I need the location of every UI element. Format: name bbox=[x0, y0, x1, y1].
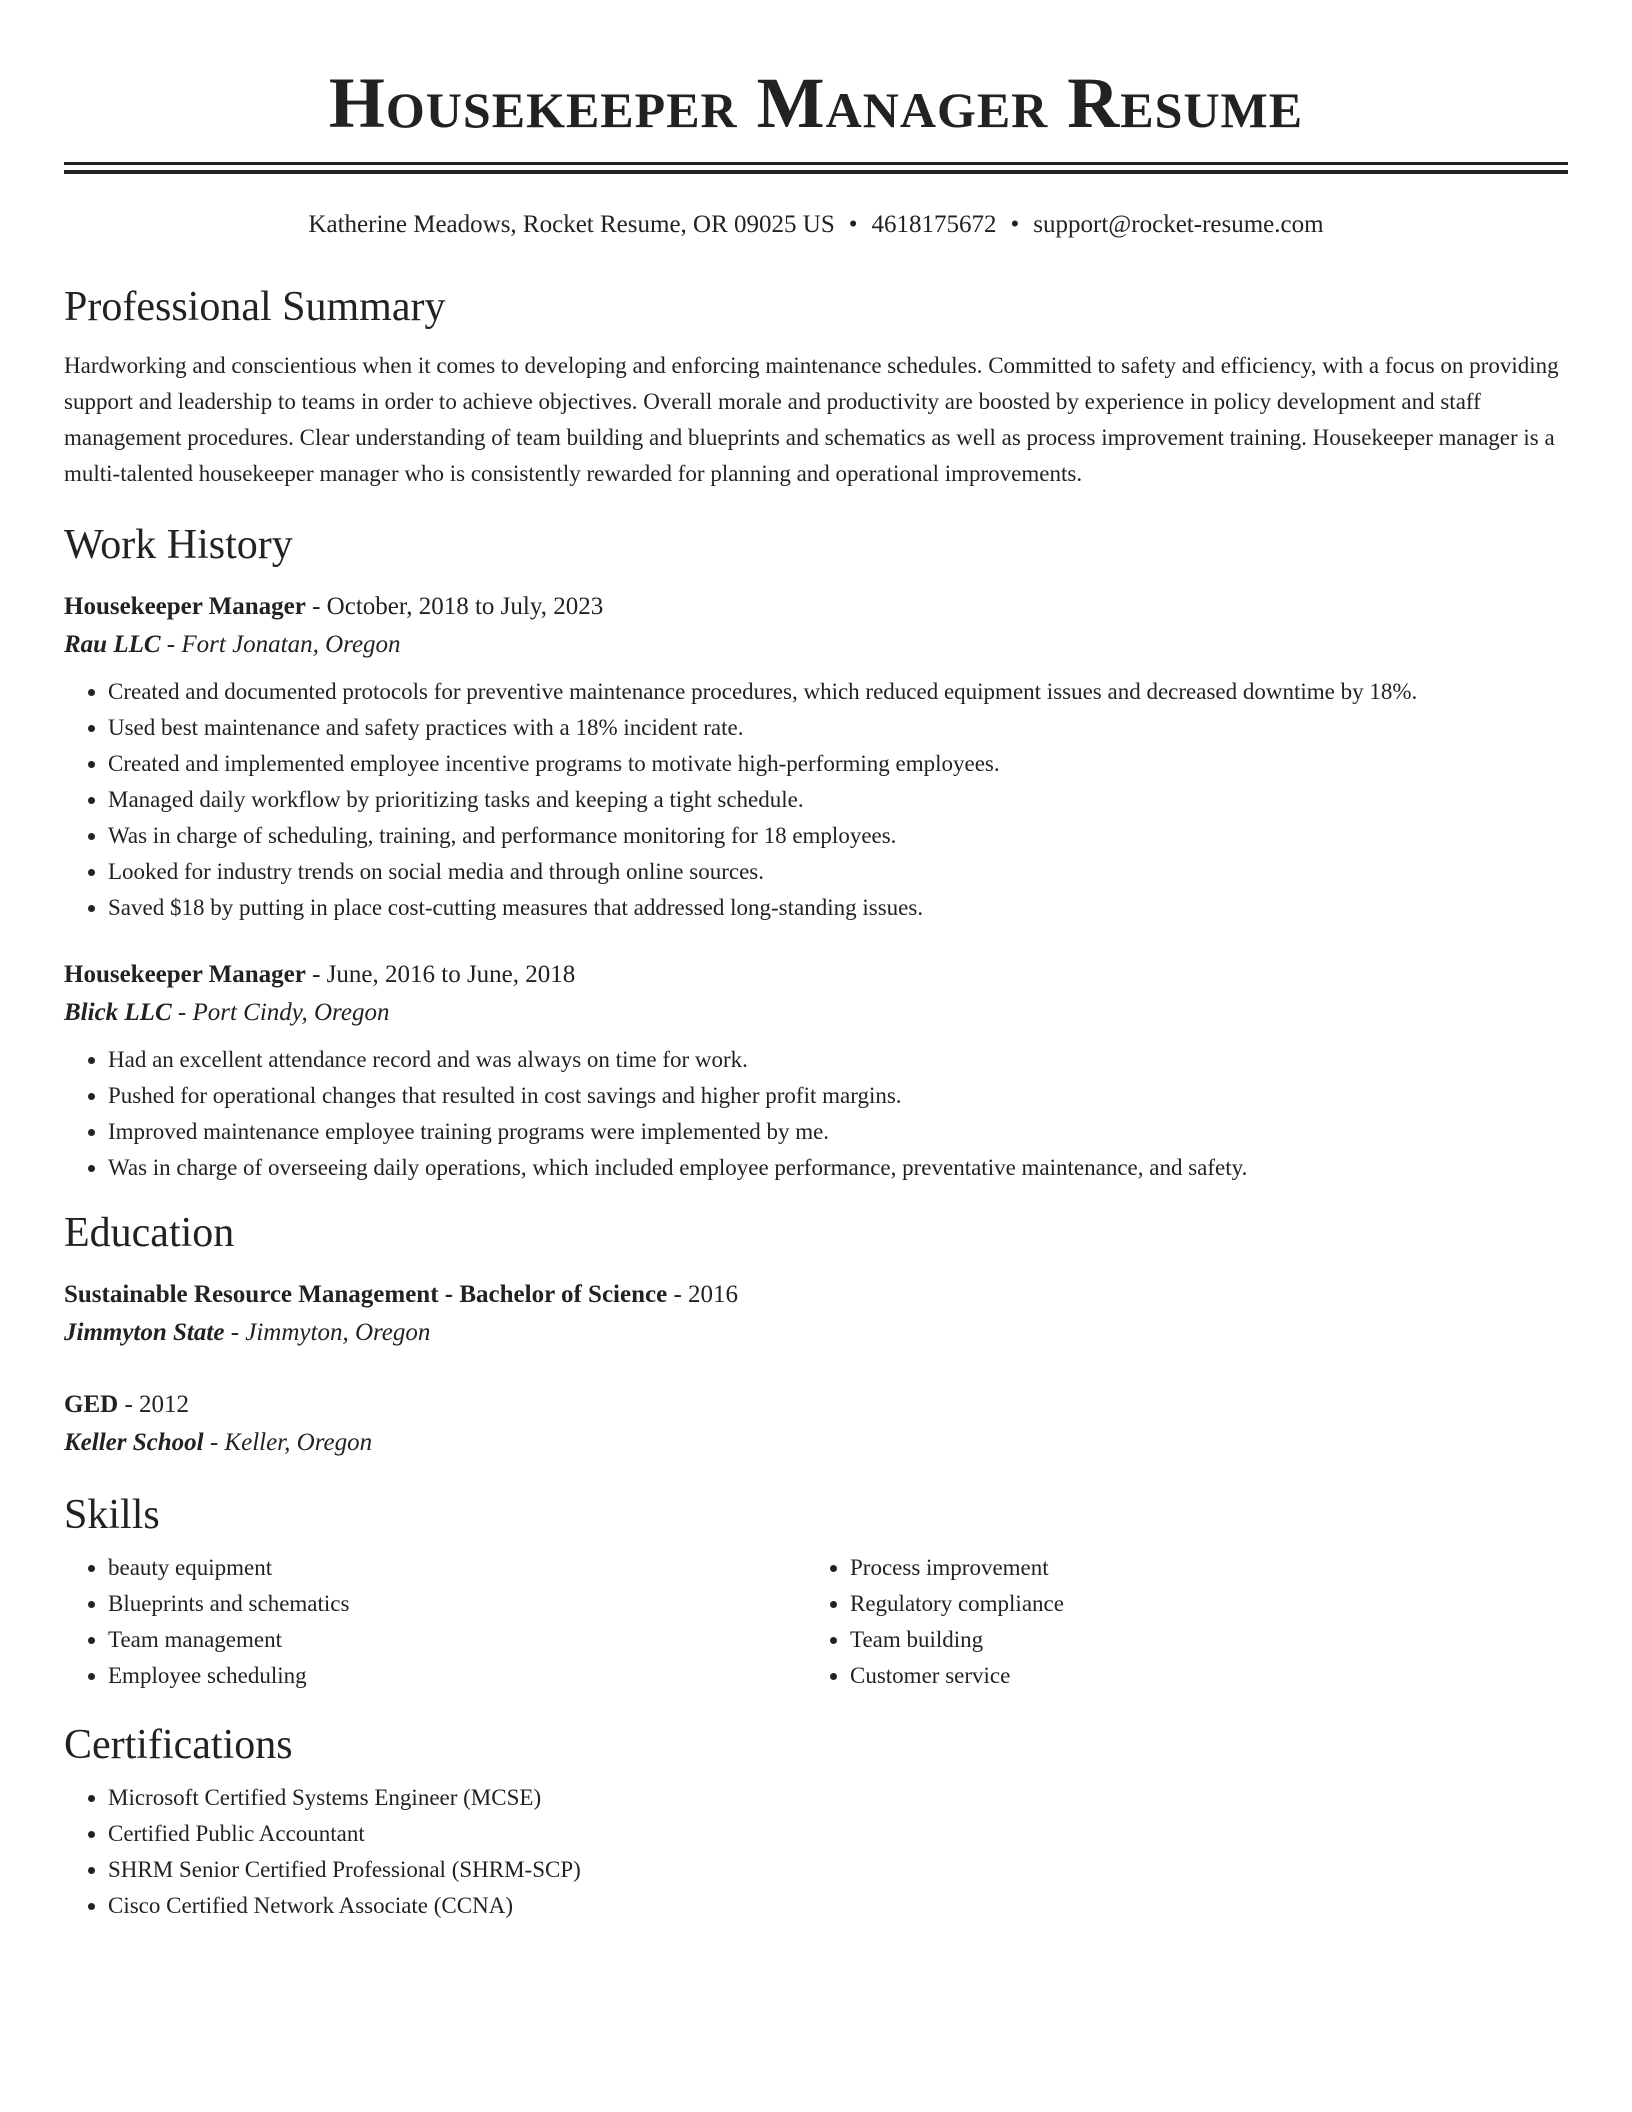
job-bullet: • Used best maintenance and safety practices with a 18% incident rate. bbox=[108, 710, 1568, 746]
job-bullet: • Created and implemented employee incentive programs to motivate high-performing employees. bbox=[108, 746, 1568, 782]
education-location: - Jimmyton, Oregon bbox=[224, 1319, 431, 1346]
job-company: Blick LLC bbox=[64, 999, 172, 1026]
job-entry bbox=[64, 956, 1568, 1186]
job-dates: - June, 2016 to June, 2018 bbox=[305, 961, 576, 988]
education-school-line bbox=[64, 1424, 1568, 1462]
job-bullet: • Managed daily workflow by prioritizing tasks and keeping a tight schedule. bbox=[108, 782, 1568, 818]
job-location: - Fort Jonatan, Oregon bbox=[160, 631, 401, 658]
education-school: Keller School bbox=[64, 1429, 204, 1456]
contact-phone: 4618175672 bbox=[871, 211, 997, 238]
job-bullet: • Looked for industry trends on social media and through online sources. bbox=[108, 854, 1568, 890]
job-title-line bbox=[64, 956, 1568, 994]
summary-heading: Professional Summary bbox=[64, 284, 446, 330]
job-title-line bbox=[64, 588, 1568, 626]
education-degree-line bbox=[64, 1276, 1568, 1314]
skill-item: • Employee scheduling bbox=[108, 1658, 806, 1694]
education-heading: Education bbox=[64, 1210, 235, 1256]
job-bullet: • Created and documented protocols for preventive maintenance procedures, which reduced equipment issues and decreased downtime by 18%. bbox=[108, 674, 1568, 710]
skills-list-right bbox=[806, 1550, 1550, 1694]
certification-item: • Certified Public Accountant bbox=[108, 1816, 1568, 1852]
summary-text: Hardworking and conscientious when it comes to developing and enforcing maintenance schedules. Committed to safety and efficiency, with a focus on providing support and leadership to teams in order to achieve objectives. Overall morale and productivity are boosted by experience in policy development and staff management procedures. Clear understanding of team building and blueprints and schematics as well as process improvement training. Housekeeper manager is a multi-talented housekeeper manager who is consistently rewarded for planning and operational improvements. bbox=[64, 353, 1559, 486]
job-bullet: • Had an excellent attendance record and was always on time for work. bbox=[108, 1042, 1568, 1078]
job-bullet: • Pushed for operational changes that resulted in cost savings and higher profit margins. bbox=[108, 1078, 1568, 1114]
job-title: Housekeeper Manager bbox=[64, 593, 306, 620]
resume-title: Housekeeper Manager Resume bbox=[328, 63, 1304, 143]
certification-item: • Cisco Certified Network Associate (CCNA) bbox=[108, 1888, 1568, 1924]
certifications-heading: Certifications bbox=[64, 1722, 293, 1768]
job-bullet: • Improved maintenance employee training programs were implemented by me. bbox=[108, 1114, 1568, 1150]
education-degree: GED bbox=[64, 1391, 119, 1418]
job-bullets bbox=[64, 1042, 1568, 1186]
contact-separator: • bbox=[848, 211, 858, 238]
job-bullet: • Saved $18 by putting in place cost-cutting measures that addressed long-standing issues. bbox=[108, 890, 1568, 926]
job-dates: - October, 2018 to July, 2023 bbox=[305, 593, 604, 620]
work-history-heading: Work History bbox=[64, 522, 293, 568]
education-school: Jimmyton State bbox=[64, 1319, 225, 1346]
education-entry bbox=[64, 1276, 1568, 1352]
job-entry bbox=[64, 588, 1568, 926]
contact-email: support@rocket-resume.com bbox=[1033, 211, 1324, 238]
skill-item: • Team management bbox=[108, 1622, 806, 1658]
skills-columns bbox=[64, 1550, 1568, 1694]
education-entry bbox=[64, 1386, 1568, 1462]
resume-page bbox=[64, 0, 1568, 1924]
skill-item: • beauty equipment bbox=[108, 1550, 806, 1586]
education-school-line bbox=[64, 1314, 1568, 1352]
education-location: - Keller, Oregon bbox=[203, 1429, 373, 1456]
contact-separator: • bbox=[1010, 211, 1020, 238]
job-bullet: • Was in charge of overseeing daily operations, which included employee performance, preventative maintenance, and safety. bbox=[108, 1150, 1568, 1186]
contact-line bbox=[64, 210, 1568, 240]
education-year: - 2012 bbox=[118, 1391, 190, 1418]
job-company: Rau LLC bbox=[64, 631, 161, 658]
certification-item: • Microsoft Certified Systems Engineer (MCSE) bbox=[108, 1780, 1568, 1816]
skill-item: • Blueprints and schematics bbox=[108, 1586, 806, 1622]
education-year: - 2016 bbox=[667, 1281, 739, 1308]
skill-item: • Regulatory compliance bbox=[850, 1586, 1550, 1622]
job-location: - Port Cindy, Oregon bbox=[171, 999, 390, 1026]
certification-item: • SHRM Senior Certified Professional (SHRM-SCP) bbox=[108, 1852, 1568, 1888]
education-degree: Sustainable Resource Management - Bachelor of Science bbox=[64, 1281, 668, 1308]
skills-list-left bbox=[64, 1550, 806, 1694]
job-title: Housekeeper Manager bbox=[64, 961, 306, 988]
certifications-list bbox=[64, 1780, 1568, 1924]
title-divider bbox=[64, 162, 1568, 174]
contact-address: Katherine Meadows, Rocket Resume, OR 09025 US bbox=[308, 211, 835, 238]
job-company-line bbox=[64, 626, 1568, 664]
job-bullet: • Was in charge of scheduling, training, and performance monitoring for 18 employees. bbox=[108, 818, 1568, 854]
job-company-line bbox=[64, 994, 1568, 1032]
skill-item: • Customer service bbox=[850, 1658, 1550, 1694]
skill-item: • Team building bbox=[850, 1622, 1550, 1658]
skill-item: • Process improvement bbox=[850, 1550, 1550, 1586]
education-degree-line bbox=[64, 1386, 1568, 1424]
skills-heading: Skills bbox=[64, 1492, 160, 1538]
job-bullets bbox=[64, 674, 1568, 926]
